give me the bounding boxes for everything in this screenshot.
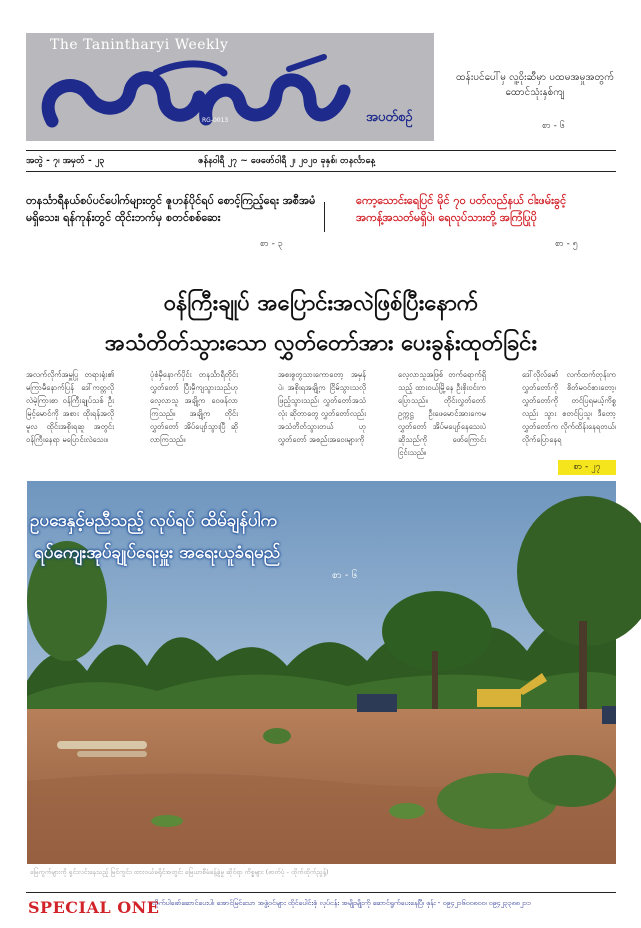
- lead-column-3: အစးစွတွသားကောတော့ အမှန်ပဲ၊ အစိုးရအချို့က ငြိမ်သွားသလို ဖြည့်သွားသည်၊ လွှတ်တော်အသံလုံး ဆိုတာတွေ လွှတ်တော်လည်း အသံတိတ်သွားတယ် ဟု လွှတ်တော် အစည်းအဝေးများကို: [278, 370, 366, 444]
- headline-left[interactable]: တနင်္သာရီနယ်စပ်ပင်ပေါက်များတွင် ဇူဟန်ပိုင်ရပ် စောင့်ကြည့်ရေး အစီအမံမရှိသေး၊ ရန်ကုန်းတွင် ထိုင်းဘက်မှ စတင်စစ်ဆေး: [26, 194, 316, 224]
- footer-advert-brand[interactable]: SPECIAL ONE: [28, 898, 160, 917]
- lead-column-5: ဒေါ်လိုလ်မော် လက်ထက်တုန်းက လွှတ်တော်ကို စိတ်မဝင်စားတော့၊ လွှတ်တော်ကို တင်ပြရမယ့်ကိစ္စလည်း သွား စတင်ပြသူ၊ ဒီတော့ လွှတ်တော်က လိုက်ထိန်းနေရတယ်၊ လိုက်ပြောနေရ: [522, 370, 616, 444]
- dateline-bar: [26, 150, 616, 172]
- lead-title-line-1: ဝန်ကြီးချုပ် အပြောင်းအလဲဖြစ်ပြီးနောက်: [163, 291, 479, 316]
- issue-date: ဇန်နဝါရီ ၂၇ ~ ဖေဖော်ဝါရီ ၂၊ ၂၀၂၀ ခုနှစ်၊ တနင်္လာနေ့: [198, 156, 376, 166]
- lead-column-4: လေ့လာသူအဖြစ် တက်ရောက်ရှိသည့် ထားဝယ်မြို့နေ ဦးစိုးဝင်းက ပြောသည်။ တိုင်းလွှတ်တော်ဥက္ကဋ္ဌ ဦးဖေမောင်အားကေမ လွှတ်တော် အိပ်မပျော်နေသေးပဲ ဆိုသည်ကို ဖော်ကြောင်း ငြင်းသည်။: [398, 370, 486, 457]
- issue-volume: အတွဲ - ၇၊ အမှတ် - ၂၃: [26, 156, 105, 166]
- cleared-land-photo-icon: [27, 481, 616, 864]
- lead-story-page-ref[interactable]: စာ - ၂၇: [558, 460, 616, 475]
- lead-title-line-2: အသံတိတ်သွားသော လွှတ်တော်အား ပေးခွန်းထုတ်ခြင်း: [104, 331, 538, 356]
- lead-story-title[interactable]: [26, 284, 616, 364]
- paper-english-name: The Tanintharyi Weekly: [50, 37, 229, 53]
- registration-mark: RG-0013: [202, 117, 229, 124]
- front-page-photo: [27, 481, 616, 864]
- photo-headline-line-1: ဥပဒေနှင့်မညီသည့် လုပ်ရပ် ထိမ်ချန်ပါက: [30, 511, 278, 531]
- photo-credit: မြေကွက်များကို ရှင်းလင်းနေသည့် မြင်ကွင်း၊ ထားဝယ်ခရိုင်အတွင်း မြေယာစီမံခန့်ခွဲမှု ဆိုင်ရာ ကိစ္စများ (ဓာတ်ပုံ - ထိုက်ထိုက်ညွန့်): [30, 868, 329, 876]
- footer-divider: [26, 892, 616, 893]
- photo-headline-line-2: ရပ်ကျေးအုပ်ချုပ်ရေးမှူး အရေးယူခံရမည်: [34, 543, 281, 563]
- side-teaser[interactable]: ထန်းပင်ပေါ်မှ လူ့ဝိုးဆီမှာ ပထမအမှုအတွက် ထောင်သုံးနှစ်ကျ: [455, 72, 615, 98]
- headline-right-page-ref: စာ - ၅: [555, 239, 578, 249]
- headline-left-page-ref: စာ - ၃: [260, 239, 283, 249]
- side-teaser-page-ref: စာ - ၆: [542, 121, 565, 131]
- lead-column-2: ပုံစံမှီနောက်ပိုင်း တနင်္သာရီတိုင်းလွှတ်တော် ပြီးမှီကျသွားသည်ဟု လေ့လာသူ အချို့က ဝေဖန်လာကြသည်။ အချို့က တိုင်းလွှတ်တော် အိပ်ပျော်သွားပြီ ဆိုလာကြသည်။: [150, 370, 238, 444]
- headline-right[interactable]: ကော့သောင်းရေပြင် မိုင် ၇၀ ပတ်လည်နယ် ငါးဖမ်းခွင့် အကန့်အသတ်မရှိပဲ၊ ရေလုပ်သားတို့ အကြံပြုပို: [356, 194, 567, 224]
- photo-headline-page-ref: စာ - ၆: [332, 570, 358, 581]
- lead-story-body: [26, 368, 616, 457]
- masthead-tagline: အပတ်စဉ်: [366, 110, 413, 125]
- footer-advert-text: လိုက်ပါဖော်ဆောင်ပေးပါ၊ အောင်မြင်သော အဖွဲ့ဝင်များ ထိုင်ပေါင်းစုံ လုပ်ငန်း အမျိုးမျိုးကို ဆောင်ရွက်ပေးနေပြီ၊ ဖုန်း - ၀၉၄၂၁၆၀၀၈၀၀၊ ၀၉၄၂၃၃၈၈၂၁၁: [152, 899, 532, 907]
- masthead: [26, 33, 434, 141]
- headline-divider: [324, 202, 325, 232]
- newspaper-logo-icon: [34, 51, 364, 141]
- lead-column-1: အလက်လိုက်အမှူပြု တရားရုံး၏ မကြာမီနောက်ပြန် ဒေါ်ကတ္တလိုလဲမဲ့ကြားစာ ဝန်ကြီးချုပ်သစ် ဦးမြင့်မောင်ကို အစား ထိုးရန်အလို မူလ ထိုင်းအစိုးရဆူ အတွင်း ဝန်ကြီးနေရာ မပြောင်းလဲသေး။: [26, 370, 114, 444]
